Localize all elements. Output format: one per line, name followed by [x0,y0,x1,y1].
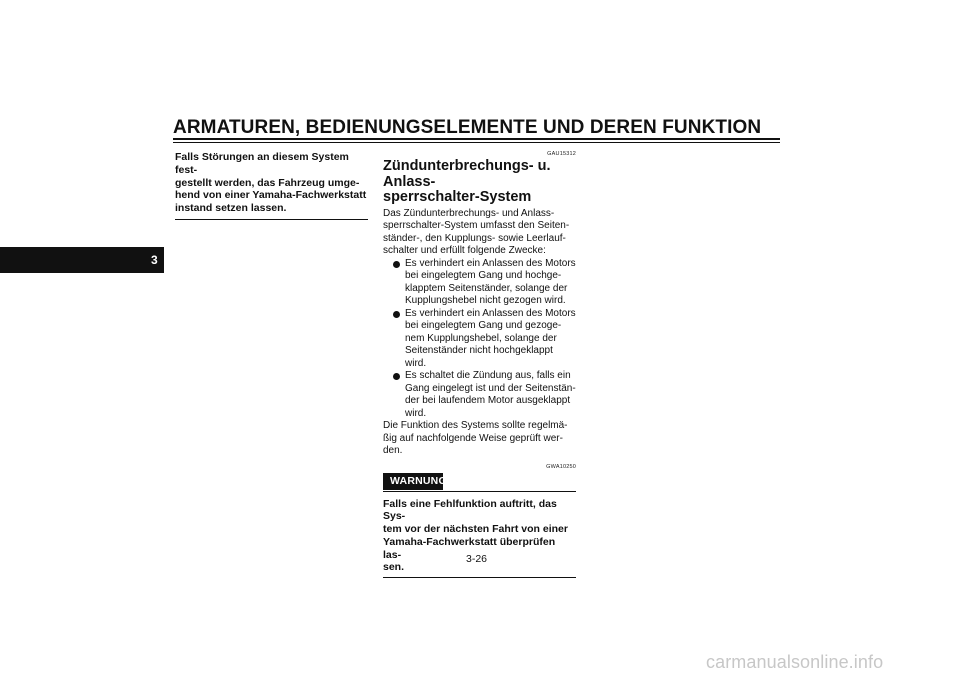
list-item-line: Seitenständer nicht hochgeklappt [405,345,553,356]
function-list [383,258,576,421]
list-item [393,258,576,308]
malfunction-note-line: gestellt werden, das Fahrzeug umge- [175,176,360,189]
list-item [393,370,576,420]
left-column [175,151,368,220]
list-item-line: bei eingelegtem Gang und gezoge- [405,320,562,331]
intro-paragraph [383,208,576,258]
section-title-line: Zündunterbrechungs- u. Anlass- [383,158,551,190]
section-title [383,159,576,206]
header-rule-thin [173,142,780,143]
warning-line: Yamaha-Fachwerkstatt überprüfen las- [383,535,556,561]
right-column [383,151,576,578]
list-item-line: Es verhindert ein Anlassen des Motors [405,257,576,269]
list-item-line: nem Kupplungshebel, solange der [405,332,557,344]
list-item-line: Es verhindert ein Anlassen des Motors [405,307,576,319]
list-item-line: bei eingelegtem Gang und hochge- [405,270,562,281]
warning-line: tem vor der nächsten Fahrt von einer [383,523,568,536]
malfunction-note-line: hend von einer Yamaha-Fachwerkstatt [175,189,367,202]
warning-header-rule [383,491,576,492]
intro-line: sperrschalter-System umfasst den Seiten- [383,220,570,231]
header-rule-thick [173,138,780,140]
list-item-line: wird. [405,407,427,419]
malfunction-note-line: instand setzen lassen. [175,202,287,215]
malfunction-note-line: Falls Störungen an diesem System fest- [175,151,349,176]
intro-line: schalter und erfüllt folgende Zwecke: [383,245,546,256]
bullet-icon [393,261,400,268]
bullet-icon [393,373,400,380]
warning-header [383,473,576,492]
warning-code: GWA10250 [546,463,576,470]
warning-line: sen. [383,561,405,574]
list-item-line: klapptem Seitenständer, solange der [405,282,568,294]
outro-line: ßig auf nachfolgende Weise geprüft wer- [383,432,563,444]
chapter-tab [0,247,164,273]
outro-line: den. [383,445,403,456]
outro-paragraph [383,420,576,458]
warning-label: WARNUNG [390,475,447,487]
warning-badge [383,473,447,490]
page-number: 3-26 [466,553,488,565]
malfunction-note [175,151,368,215]
list-item-line: wird. [405,357,427,369]
warning-end-rule [383,577,576,578]
section-code: GAU15312 [547,151,576,157]
page-header-title: ARMATUREN, BEDIENUNGSELEMENTE UND DEREN FUNKTION [173,117,762,138]
watermark: carmanualsonline.info [706,652,884,672]
bullet-icon [393,311,400,318]
section-title-line: sperrschalter-System [383,189,532,205]
list-item [393,308,576,371]
list-item-line: Gang eingelegt ist und der Seitenstän- [405,382,576,394]
list-item-line: der bei laufendem Motor ausgeklappt [405,395,571,406]
warning-line: Falls eine Fehlfunktion auftritt, das Sys- [383,497,557,523]
intro-line: Das Zündunterbrechungs- und Anlass- [383,207,555,219]
chapter-tab-number: 3 [151,253,158,267]
list-item-line: Kupplungshebel nicht gezogen wird. [405,295,566,306]
outro-line: Die Funktion des Systems sollte regelmä- [383,420,568,431]
note-end-rule [175,219,368,220]
intro-line: ständer-, den Kupplungs- sowie Leerlauf- [383,232,566,244]
list-item-line: Es schaltet die Zündung aus, falls ein [405,370,571,381]
